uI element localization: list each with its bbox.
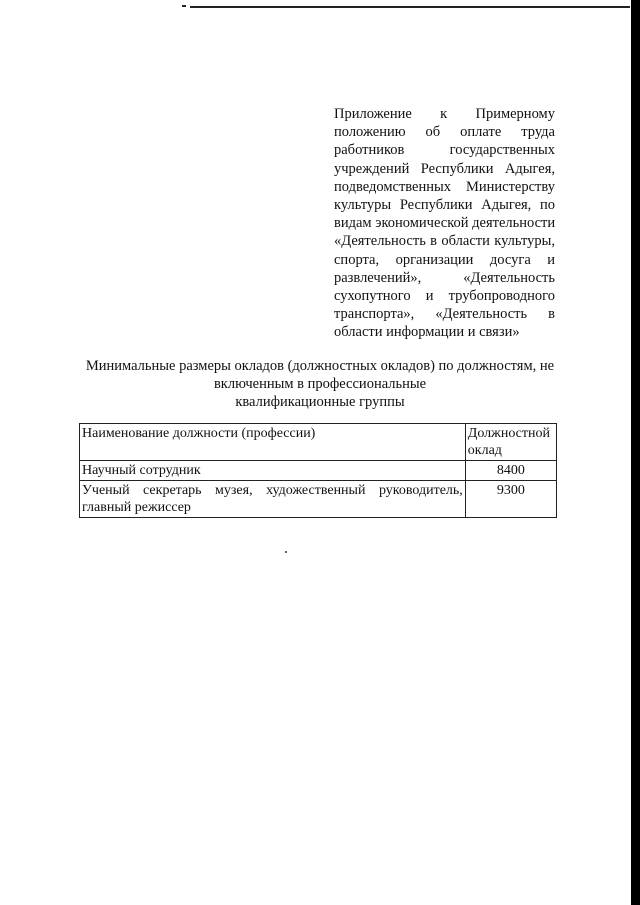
- header-position-name: Наименование должности (профессии): [80, 424, 466, 461]
- appendix-line: области информации и связи»: [334, 324, 520, 341]
- position-name-cell: Ученый секретарь музея, художественный руководитель, главный режиссер: [80, 481, 466, 518]
- scan-artifact-right-edge: [631, 0, 640, 905]
- appendix-line: сухопутного и трубопроводного: [334, 288, 555, 305]
- scan-artifact-top-line: [190, 6, 630, 8]
- title-line: включенным в профессиональные: [213, 376, 427, 392]
- title-line: квалификационные группы: [235, 394, 405, 410]
- salary-table: [79, 423, 557, 518]
- table-row: [80, 461, 557, 481]
- appendix-line: Приложение к Примерному: [334, 106, 555, 122]
- table-header-row: [80, 424, 557, 461]
- appendix-line: культуры Республики Адыгея, по: [334, 197, 555, 214]
- title-line: Минимальные размеры окладов (должностных окладов) по должностям, не: [85, 358, 555, 374]
- scan-artifact-speck: [285, 551, 287, 553]
- appendix-line: видам экономической деятельности: [334, 215, 556, 232]
- appendix-line: учреждений Республики Адыгея,: [334, 160, 555, 177]
- document-title: [40, 357, 600, 411]
- position-name-cell: Научный сотрудник: [80, 461, 466, 481]
- appendix-line: транспорта», «Деятельность в: [334, 306, 555, 323]
- appendix-line: «Деятельность в области культуры,: [334, 233, 555, 250]
- appendix-line: подведомственных Министерству: [334, 178, 555, 195]
- appendix-note: [334, 105, 555, 342]
- appendix-line: развлечений», «Деятельность: [334, 269, 555, 286]
- appendix-line: спорта, организации досуга и: [334, 251, 555, 268]
- scan-artifact-top-mark: [182, 5, 186, 7]
- table-row: [80, 481, 557, 518]
- appendix-line: работников государственных: [334, 142, 555, 159]
- appendix-line: положению об оплате труда: [334, 124, 555, 141]
- header-salary: Должностной оклад: [465, 424, 556, 461]
- salary-cell: 9300: [465, 481, 556, 518]
- salary-cell: 8400: [465, 461, 556, 481]
